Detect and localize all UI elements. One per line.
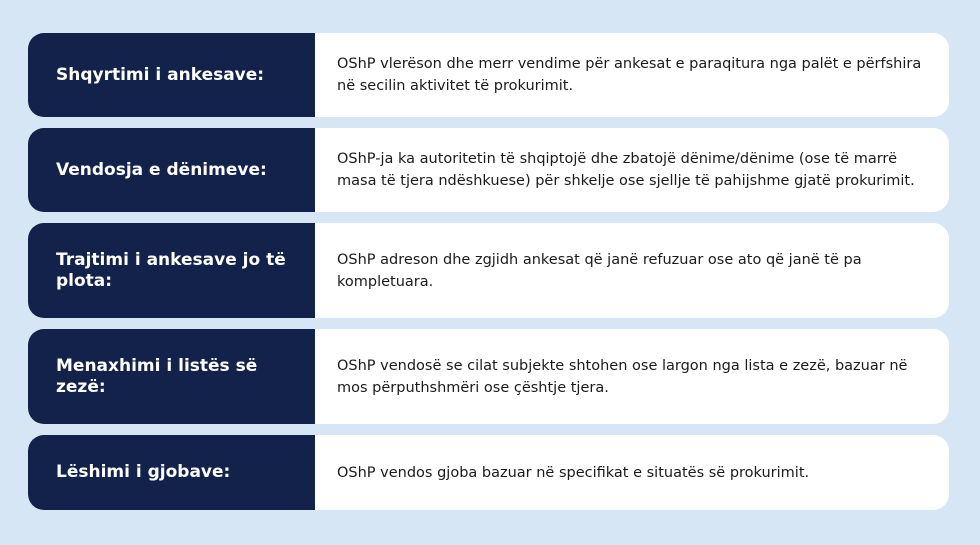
row-label: Menaxhimi i listës së zezë: bbox=[28, 329, 315, 424]
row-fines bbox=[28, 435, 949, 510]
row-incomplete-complaints bbox=[28, 223, 949, 318]
row-blacklist-management bbox=[28, 329, 949, 424]
row-complaint-review bbox=[28, 33, 949, 117]
cropped-heading-fragment bbox=[60, 0, 240, 6]
responsibilities-list bbox=[28, 33, 949, 510]
row-label: Lëshimi i gjobave: bbox=[28, 435, 315, 510]
row-description: OShP vendosë se cilat subjekte shtohen ose largon nga lista e zezë, bazuar në mos përputhshmëri ose çështje tjera. bbox=[337, 357, 908, 396]
row-penalties bbox=[28, 128, 949, 212]
row-description: OShP adreson dhe zgjidh ankesat që janë refuzuar ose ato që janë të pa kompletuara. bbox=[337, 251, 862, 290]
row-description: OShP vendos gjoba bazuar në specifikat e situatës së prokurimit. bbox=[337, 464, 810, 481]
row-label: Trajtimi i ankesave jo të plota: bbox=[28, 223, 315, 318]
row-label: Vendosja e dënimeve: bbox=[28, 128, 315, 212]
row-description: OShP vlerëson dhe merr vendime për ankesat e paraqitura nga palët e përfshira në secilin aktivitet të prokurimit. bbox=[337, 56, 922, 94]
row-description: OShP-ja ka autoritetin të shqiptojë dhe zbatojë dënime/dënime (ose të marrë masa të tjera ndëshkuese) për shkelje ose sjellje të pahijshme gjatë prokurimit. bbox=[337, 151, 915, 189]
row-label: Shqyrtimi i ankesave: bbox=[28, 33, 315, 117]
